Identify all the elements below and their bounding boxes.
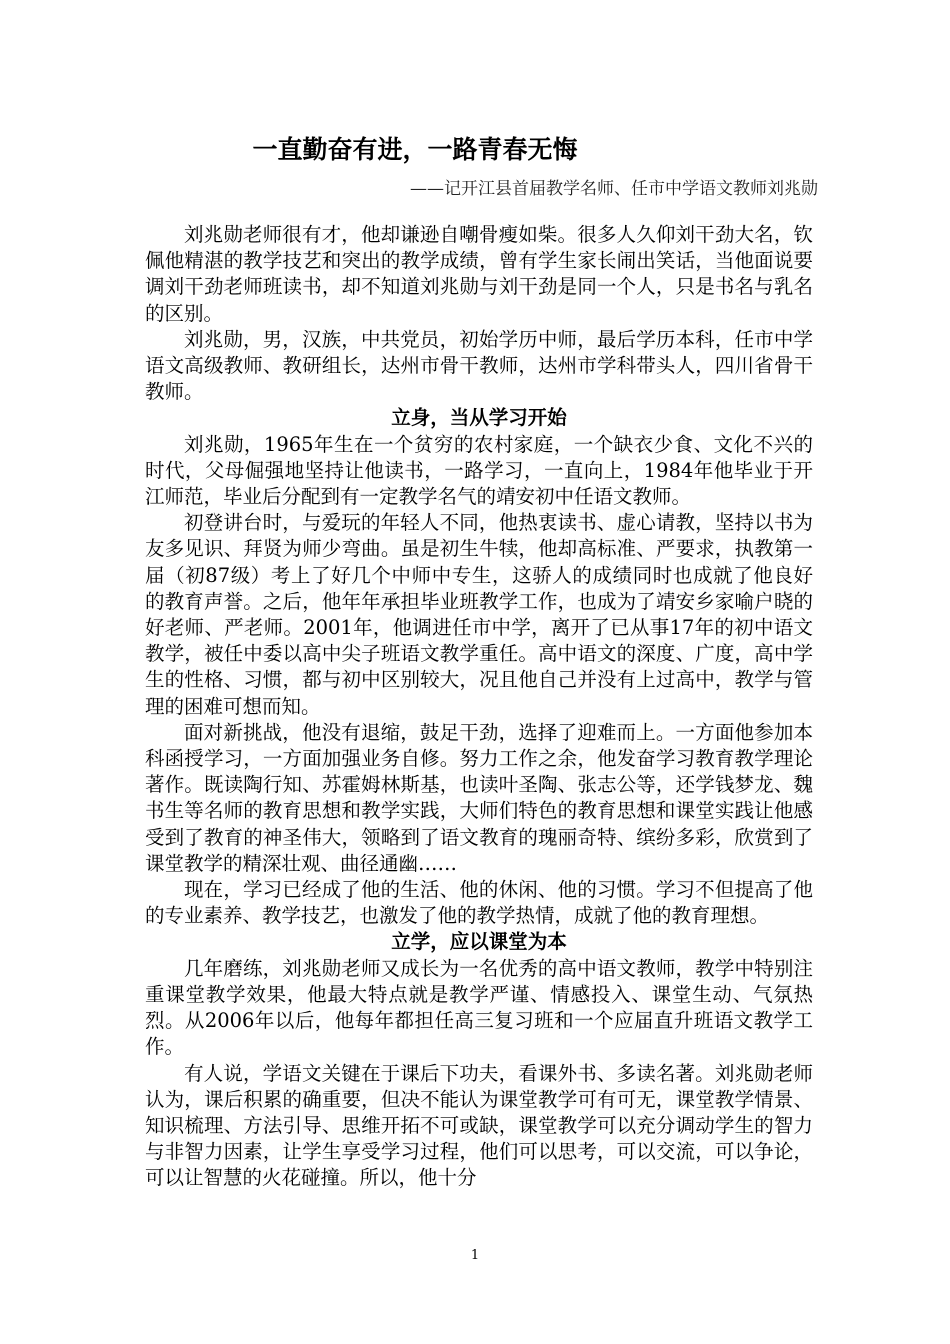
paragraph: 面对新挑战，他没有退缩，鼓足干劲，选择了迎难而上。一方面他参加本科函授学习，一方面加强业务自修。努力工作之余，他发奋学习教育教学理论著作。既读陶行知、苏霍姆林斯基，也读叶圣陶、张志公等，还学钱梦龙、魏书生等名师的教育思想和教学实践，大师们特色的教育思想和课堂实践让他感受到了教育的神圣伟大，领略到了语文教育的瑰丽奇特、缤纷多彩，欣赏到了课堂教学的精深壮观、曲径通幽…… <box>145 720 813 875</box>
paragraph: 刘兆勋，男，汉族，中共党员，初始学历中师，最后学历本科，任市中学语文高级教师、教研组长，达州市骨干教师，达州市学科带头人，四川省骨干教师。 <box>145 327 813 404</box>
page-number: 1 <box>470 1248 480 1263</box>
paragraph: 初登讲台时，与爱玩的年轻人不同，他热衷读书、虚心请教，坚持以书为友多见识、拜贤为师少弯曲。虽是初生牛犊，他却高标准、严要求，执教第一届（初87级）考上了好几个中师中专生，这骄人的成绩同时也成就了他良好的教育声誉。之后，他年年承担毕业班教学工作，也成为了靖安乡家喻户晓的好老师、严老师。2001年，他调进任市中学，离开了已从事17年的初中语文教学，被任中委以高中尖子班语文教学重任。高中语文的深度、广度，高中学生的性格、习惯，都与初中区别较大，况且他自己并没有上过高中，教学与管理的困难可想而知。 <box>145 511 813 718</box>
paragraph: 几年磨练，刘兆勋老师又成长为一名优秀的高中语文教师，教学中特别注重课堂教学效果，他最大特点就是教学严谨、情感投入、课堂生动、气氛热烈。从2006年以后，他每年都担任高三复习班和一个应届直升班语文教学工作。 <box>145 956 813 1059</box>
section-heading: 立身，当从学习开始 <box>391 406 567 430</box>
document-title: 一直勤奋有进，一路青春无悔 <box>252 135 578 164</box>
paragraph: 有人说，学语文关键在于课后下功夫，看课外书、多读名著。刘兆勋老师认为，课后积累的确重要，但决不能认为课堂教学可有可无，课堂教学情景、知识梳理、方法引导、思维开拓不可或缺，课堂教学可以充分调动学生的智力与非智力因素，让学生享受学习过程，他们可以思考，可以交流，可以争论，可以让智慧的火花碰撞。所以，他十分 <box>145 1061 813 1190</box>
paragraph: 现在，学习已经成了他的生活、他的休闲、他的习惯。学习不但提高了他的专业素养、教学技艺，也激发了他的教学热情，成就了他的教育理想。 <box>145 878 813 928</box>
paragraph: 刘兆勋，1965年生在一个贫穷的农村家庭，一个缺衣少食、文化不兴的时代，父母倔强地坚持让他读书，一路学习，一直向上，1984年他毕业于开江师范，毕业后分配到有一定教学名气的靖安初中任语文教师。 <box>145 432 813 509</box>
document-subtitle: ——记开江县首届教学名师、任市中学语文教师刘兆勋 <box>410 179 818 199</box>
section-heading: 立学，应以课堂为本 <box>391 930 567 954</box>
document-body <box>145 222 813 1192</box>
paragraph: 刘兆勋老师很有才，他却谦逊自嘲骨瘦如柴。很多人久仰刘干劲大名，钦佩他精湛的教学技艺和突出的教学成绩，曾有学生家长闹出笑话，当他面说要调刘干劲老师班读书，却不知道刘兆勋与刘干劲是同一个人，只是书名与乳名的区别。 <box>145 223 813 325</box>
